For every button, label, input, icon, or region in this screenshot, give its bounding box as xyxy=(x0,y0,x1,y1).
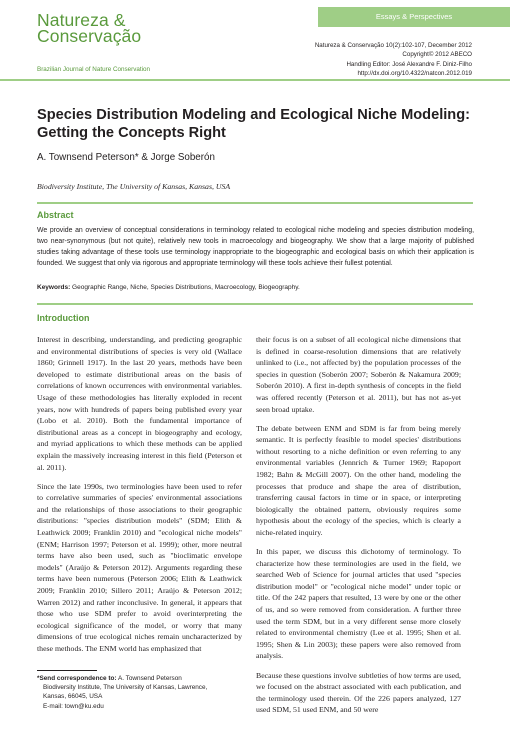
paragraph: Since the late 1990s, two terminologies have been used to refer to correlative summaries of species' environmental associations and the relationships of those associations to their geographic distributions: "species distribution models" (SDM; Elith & Leathwick 2009; Franklin 2010) and "ecological niche models" (ENM; Harrison 1997; Peterson et al. 1999); other, more neutral terms have also been used, such as "bioclimatic envelope models" (Araújo & Peterson 2012). Arguments regarding these terms have been numerous (Peterson 2006; Elith & Leathwick 2009; Franklin 2010; Sillero 2011; Araújo & Peterson 2012; Warren 2012) and rather inconclusive. In general, it appears that those who use SDM prefer to avoid overinterpreting the ecological significance of the model, or worry that many dimensions of true ecological niches remain uncharacterized by these methods. The ENM world has emphasized that xyxy=(37,481,242,653)
correspondence-name: A. Townsend Peterson xyxy=(117,675,182,682)
journal-name-line1: Natureza & xyxy=(37,10,126,30)
keywords-list: Geographic Range, Niche, Species Distributions, Macroecology, Biogeography. xyxy=(72,284,300,291)
keywords-line xyxy=(37,284,300,291)
paragraph: Interest in describing, understanding, and predicting geographic and environmental distributions of species is very old (Wallace 1860; Grinnell 1917). In the last 20 years, methods have been developed to estimate distributional areas on the basis of correlations of known occurrences with environmental variables. Usage of these methodologies has literally exploded in recent years, now with hundreds of papers being published every year (Lobo et al. 2010). Both the fundamental importance of distributional areas as a concept in biogeography and ecology, and myriad applications to which these methods can be applied explain the massively increasing interest in this field (Peterson et al. 2011). xyxy=(37,335,242,472)
article-title: Species Distribution Modeling and Ecological Niche Modeling: Getting the Concepts Right xyxy=(37,107,470,141)
correspondence-address-2: Kansas, 66045, USA xyxy=(43,693,103,701)
left-column xyxy=(37,334,242,662)
abstract-heading: Abstract xyxy=(37,210,74,220)
article-authors: A. Townsend Peterson* & Jorge Soberón xyxy=(37,152,215,163)
citation-line: Natureza & Conservação 10(2):102-107, December 2012 xyxy=(314,42,472,49)
correspondence-label: *Send correspondence to: xyxy=(37,675,117,682)
journal-name-line2: Conservação xyxy=(37,26,142,46)
citation-block xyxy=(242,41,472,79)
editor-line: Handling Editor: José Alexandre F. Diniz-Filho xyxy=(346,60,472,68)
correspondence-address-1: Biodiversity Institute, The University of Kansas, Lawrence, xyxy=(43,684,208,692)
abstract-top-divider xyxy=(37,202,473,204)
section-tab: Essays & Perspectives xyxy=(318,7,510,27)
copyright-line: Copyright© 2012 ABECO xyxy=(402,51,472,59)
paragraph: The debate between ENM and SDM is far from being merely semantic. It is perfectly feasible to model species' distributions without resorting to a niche definition or even referring to any environmental variables (Jennrich & Turner 1969; Rapoport 1982; Bahn & McGill 2007). On the other hand, modeling the processes that produce and shape the area of distribution, transferring causal factors in time or in space, or interpreting biologically the obtained pattern, obviously requires some hypothesis about the ecology of the species, which is clearly a niche-related inquiry. xyxy=(256,423,461,537)
paragraph: Because these questions involve subtleties of how terms are used, we focused on the abstract associated with each publication, and the terminology used therein. Of the 226 papers analyzed, 127 used SDM, 51 used ENM, and 50 were xyxy=(256,670,461,715)
author-affiliation: Biodiversity Institute, The University of Kansas, Kansas, USA xyxy=(37,182,231,191)
journal-subtitle: Brazilian Journal of Nature Conservation xyxy=(37,66,151,73)
abstract-bottom-divider xyxy=(37,303,473,305)
paragraph: In this paper, we discuss this dichotomy of terminology. To characterize how these terminologies are used in the field, we searched Web of Science for journal articles that used "species distribution model" or "ecological niche model" under topic or title. Of the 242 papers that resulted, 13 were by one or the other of us, and so were removed from consideration. A further three used the term SDM, but in a very different sense more closely related to environmental chemistry (Lee et al. 1995; Shen et al. 1995; Shen & Lin 2003); these papers were also removed from analysis. xyxy=(256,547,461,661)
introduction-heading: Introduction xyxy=(37,313,90,323)
footnote-divider xyxy=(37,670,97,671)
abstract-text: We provide an overview of conceptual considerations in terminology related to ecological niche modeling and species distribution modeling, two near-synonymous (but not quite), relatively new tools in macroecology and biogeography. We show that a large majority of published studies taking advantage of these tools use terminology inappropriate to the biogeographic and ecological basis on which their application is founded. We suggest that only via rigorous and appropriate terminology will these tools achieve their fullest potential. xyxy=(37,227,474,267)
correspondence-email[interactable]: E-mail: town@ku.edu xyxy=(43,702,104,710)
right-column xyxy=(256,334,461,723)
correspondence-note xyxy=(37,674,247,711)
keywords-label: Keywords: xyxy=(37,284,71,291)
doi-link[interactable]: http://dx.doi.org/10.4322/natcon.2012.019 xyxy=(357,70,472,78)
header-divider xyxy=(0,79,510,81)
paragraph: their focus is on a subset of all ecological niche dimensions that is defined in coarse-resolution dimensions that are relatively unlinked to (i.e., not affected by) the population processes of the species in question (Soberón 2007; Soberón & Nakamura 2009; Soberón 2010). A first in-depth synthesis of concepts in the field was offered recently (Peterson et al. 2011), but has not as-yet seen broad uptake. xyxy=(256,335,461,414)
journal-logo xyxy=(37,12,197,44)
